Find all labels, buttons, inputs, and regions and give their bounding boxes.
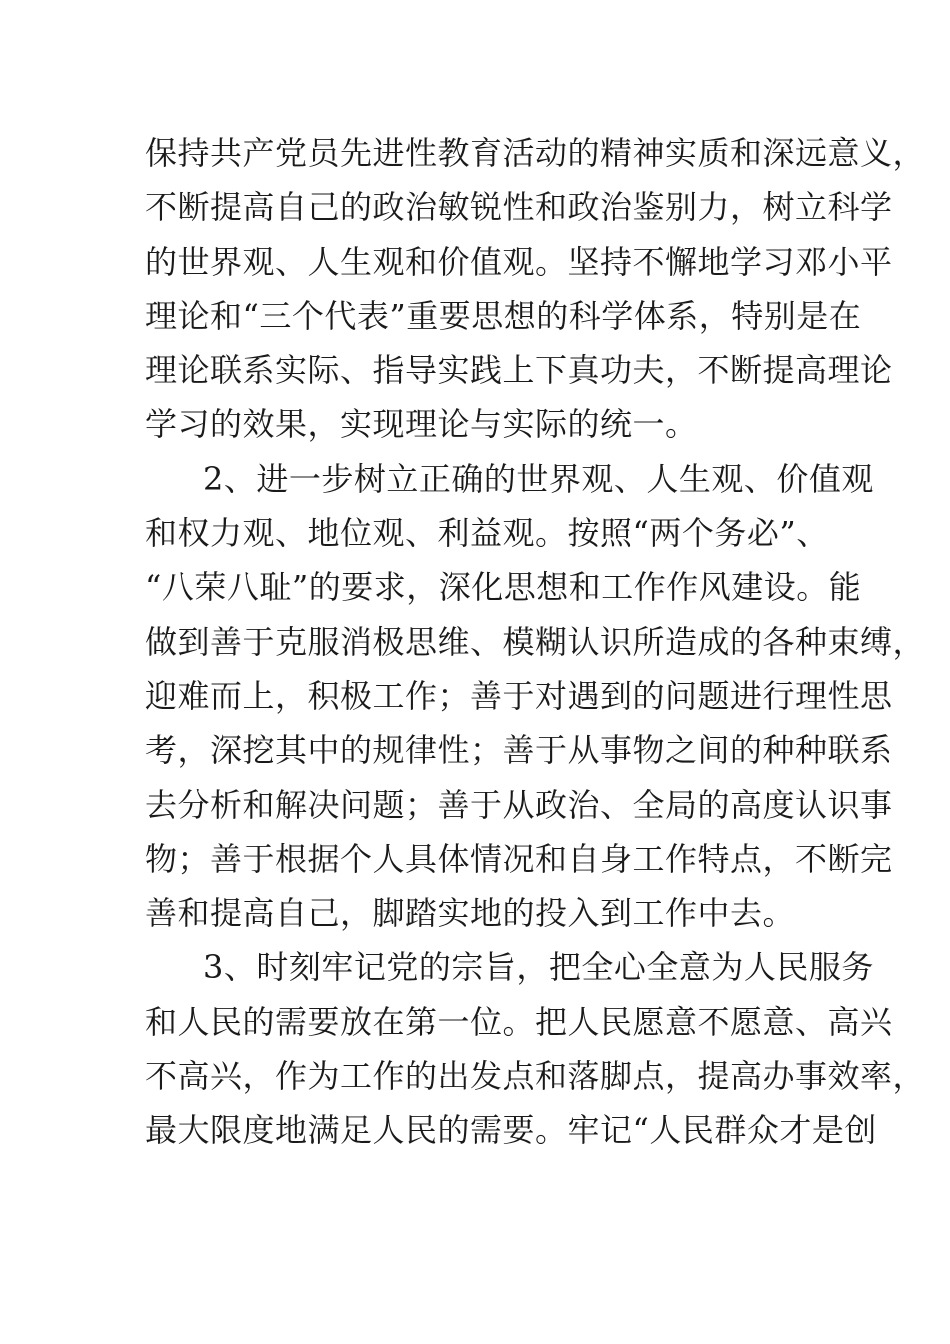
text-line: 和人民的需要放在第一位。把人民愿意不愿意、高兴	[145, 1002, 893, 1041]
text-line: 物；善于根据个人具体情况和自身工作特点，不断完	[145, 839, 893, 878]
text-line: 和权力观、地位观、利益观。按照“两个务必”、	[145, 514, 829, 553]
paragraph-2-first-line: 2、进一步树立正确的世界观、人生观、价值观	[203, 459, 874, 498]
text-line: 做到善于克服消极思维、模糊认识所造成的各种束缚，	[145, 622, 926, 661]
text-line: 最大限度地满足人民的需要。牢记“人民群众才是创	[145, 1111, 877, 1150]
text-line: 不断提高自己的政治敏锐性和政治鉴别力，树立科学	[145, 188, 893, 227]
paragraph-3-first-line: 3、时刻牢记党的宗旨，把全心全意为人民服务	[203, 948, 874, 987]
text-line: 不高兴，作为工作的出发点和落脚点，提高办事效率，	[145, 1057, 926, 1096]
text-line: 去分析和解决问题；善于从政治、全局的高度认识事	[145, 785, 893, 824]
text-line: 的世界观、人生观和价值观。坚持不懈地学习邓小平	[145, 242, 893, 281]
document-body	[145, 126, 926, 1158]
text-line: “八荣八耻”的要求，深化思想和工作作风建设。能	[145, 568, 862, 607]
text-line: 迎难而上，积极工作；善于对遇到的问题进行理性思	[145, 676, 893, 715]
text-line: 善和提高自己，脚踏实地的投入到工作中去。	[145, 894, 796, 933]
text-line: 理论联系实际、指导实践上下真功夫，不断提高理论	[145, 351, 893, 390]
text-line: 理论和“三个代表”重要思想的科学体系，特别是在	[145, 296, 862, 335]
text-line: 考，深挖其中的规律性；善于从事物之间的种种联系	[145, 731, 893, 770]
text-line: 保持共产党员先进性教育活动的精神实质和深远意义，	[145, 134, 926, 172]
text-line: 学习的效果，实现理论与实际的统一。	[145, 405, 698, 444]
